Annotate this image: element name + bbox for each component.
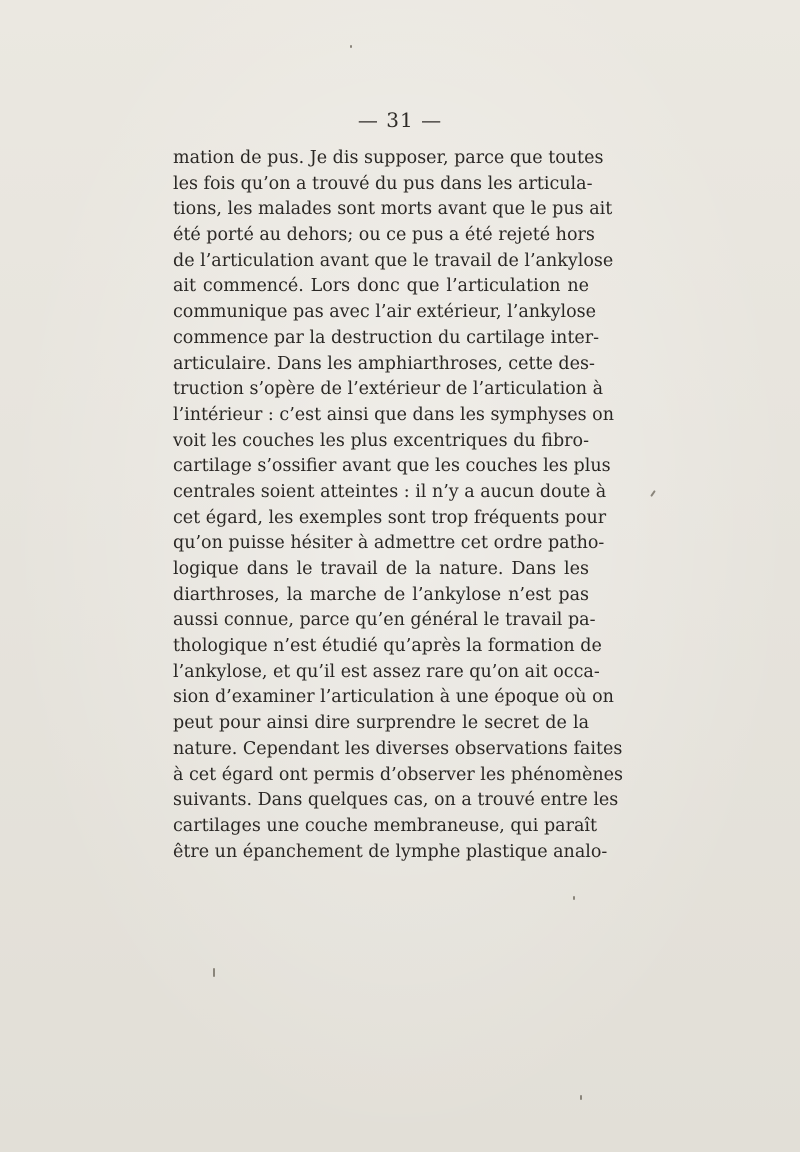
text-line: mation de pus. Je dis supposer, parce que toutes — [173, 148, 604, 168]
page-number-header: — 31 — — [357, 108, 443, 132]
text-line: l’ankylose, et qu’il est assez rare qu’on ait occa- — [173, 661, 600, 682]
text-line: cartilages une couche membraneuse, qui paraît — [173, 815, 598, 836]
text-line: sion d’examiner l’articulation à une époque où on — [173, 687, 614, 708]
text-line: communique pas avec l’air extérieur, l’ankylose — [173, 302, 596, 323]
text-line: commence par la destruction du cartilage inter- — [173, 327, 599, 348]
text-line: peut pour ainsi dire surprendre le secret de la — [173, 713, 589, 734]
text-line: être un épanchement de lymphe plastique analo- — [173, 841, 608, 862]
text-line: l’intérieur : c’est ainsi que dans les symphyses on — [173, 404, 614, 425]
paper-speck — [350, 45, 352, 48]
text-line: logique dans le travail de la nature. Dans les — [173, 559, 589, 579]
text-line: ait commencé. Lors donc que l’articulation ne — [173, 276, 589, 297]
text-line: nature. Cependant les diverses observations faites — [173, 738, 623, 759]
text-line: à cet égard ont permis d’observer les phénomènes — [173, 764, 624, 785]
text-line: suivants. Dans quelques cas, on a trouvé entre les — [173, 790, 619, 811]
text-line: centrales soient atteintes : il n’y a aucun doute à — [173, 481, 607, 502]
text-line: thologique n’est étudié qu’après la formation de — [173, 636, 602, 657]
text-line: aussi connue, parce qu’en général le travail pa- — [173, 610, 596, 631]
paper-speck — [213, 968, 215, 977]
paper-speck — [580, 1095, 582, 1100]
text-line: les fois qu’on a trouvé du pus dans les articula- — [173, 173, 593, 194]
text-line: diarthroses, la marche de l’ankylose n’est pas — [173, 584, 589, 605]
text-line: articulaire. Dans les amphiarthroses, cette des- — [173, 353, 595, 374]
text-line: cet égard, les exemples sont trop fréquents pour — [173, 507, 607, 528]
text-line: qu’on puisse hésiter à admettre cet ordre patho- — [173, 533, 605, 554]
text-line: voit les couches les plus excentriques du fibro- — [173, 430, 589, 451]
paper-speck — [573, 896, 575, 900]
body-text — [173, 146, 624, 865]
text-line: tions, les malades sont morts avant que le pus ait — [173, 199, 613, 220]
text-line: de l’articulation avant que le travail de l’ankylose — [173, 250, 614, 271]
text-line: truction s’opère de l’extérieur de l’articulation à — [173, 379, 604, 400]
text-line: été porté au dehors; ou ce pus a été rejeté hors — [173, 225, 595, 246]
text-line: cartilage s’ossifier avant que les couches les plus — [173, 456, 611, 477]
paper-speck — [650, 490, 656, 497]
